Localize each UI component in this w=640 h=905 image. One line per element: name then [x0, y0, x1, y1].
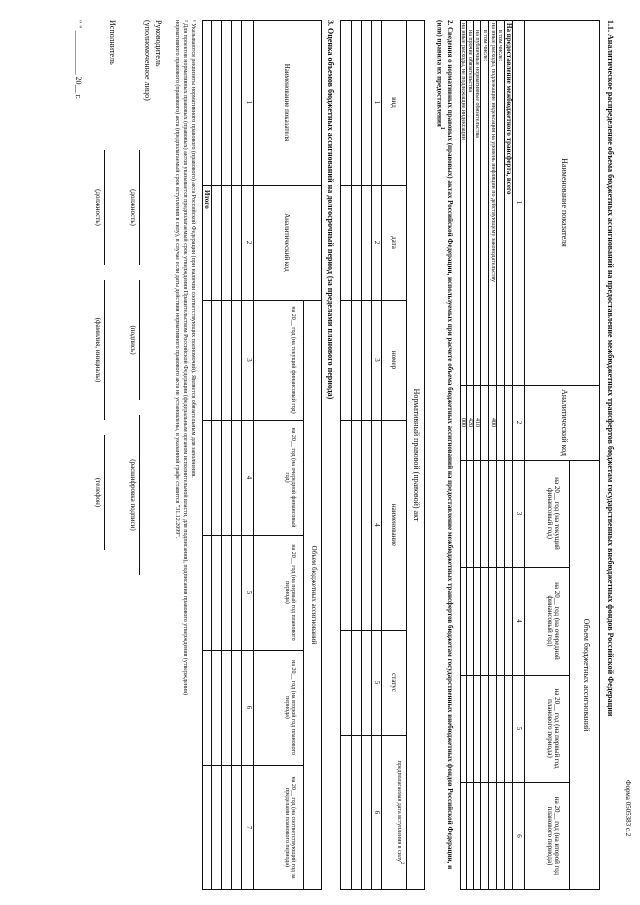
t11-row-incl-2: в том числе:: [482, 30, 488, 62]
t11-period-2: на 20__ год (на очередной финансовый год): [545, 582, 561, 660]
t11-code-000: 000: [460, 418, 466, 427]
sig-head-sub: (уполномоченное лицо): [143, 20, 152, 101]
sig-exec-phone-line[interactable]: [104, 435, 105, 550]
t3-period-1: на 20__ год (на текущий финансовый год): [290, 306, 296, 414]
t3-num-5: 5: [245, 590, 253, 595]
t11-row-total: На предоставление межбюджетного трансферта, всего: [505, 23, 513, 195]
sig-exec-phone-caption: (телефон): [94, 477, 102, 508]
t2-col-number: номер: [390, 350, 398, 370]
t2-num-3: 3: [373, 358, 381, 362]
t2-num-5: 5: [373, 680, 381, 685]
t2-col-effective: предполагаемая дата вступления в силу$^2$: [396, 760, 404, 865]
t2-col-status: статус: [390, 673, 398, 692]
t11-row-indexed: на иные расходы, подлежащие индексации на уровень инфляции по действующему законодательству: [490, 23, 496, 283]
t2-col-date: дата: [390, 236, 398, 249]
t2-num-4: 4: [373, 523, 381, 527]
t11-col-group: Объем бюджетных ассигнований: [582, 618, 591, 732]
t11-period-1: на 20__ год (на текущий финансовый год): [545, 477, 561, 550]
t2-num-2: 2: [373, 240, 381, 245]
sig-head-label: Руководитель: [154, 20, 163, 67]
t11-period-4: на 20__ год (на второй год планового периода): [545, 796, 561, 876]
sig-position-line[interactable]: [139, 150, 140, 265]
table-3: [202, 20, 322, 890]
t3-total-label: Итого: [203, 190, 211, 209]
sig-signature-line[interactable]: [139, 280, 140, 400]
t11-num-4: 4: [515, 619, 523, 623]
t11-period-3: на 20__ год (на первый год планового периода): [545, 688, 561, 769]
form-code: Форма 0505383 с.2: [624, 780, 632, 837]
t2-group: Нормативный правовой (правовой) акт: [412, 388, 421, 522]
t11-row-nonindexed: на иные расходы, не подлежащие индексации: [460, 23, 466, 140]
t3-period-5: на 20__ год (на соответствующий год за пределами планового периода): [283, 776, 296, 879]
t3-col-name: Наименование показателя: [283, 63, 291, 142]
t2-col-kind: вид: [390, 97, 398, 108]
t11-num-6: 6: [515, 834, 523, 838]
t3-num-4: 4: [245, 475, 253, 480]
sig-decode-caption: (расшифровка подписи): [129, 459, 137, 531]
t3-num-7: 7: [245, 825, 253, 830]
t11-col-name: Наименование показателя: [560, 158, 569, 247]
t3-num-3: 3: [245, 358, 253, 362]
sig-position-caption: (должность): [129, 189, 137, 226]
t3-period-2: на 20__ год (на очередной финансовый год): [283, 427, 296, 528]
t3-num-6: 6: [245, 705, 253, 710]
t3-num-1: 1: [245, 100, 253, 105]
t11-num-1: 1: [515, 200, 523, 205]
table-1-1: [460, 20, 600, 890]
t11-col-code: Аналитический код: [560, 389, 569, 456]
t11-code-410: 410: [474, 418, 480, 427]
t3-num-2: 2: [245, 240, 253, 245]
t3-group: Объем бюджетных ассигнований: [310, 545, 318, 645]
t11-row-incl-1: в том числе:: [497, 30, 503, 62]
t2-col-title: наименование: [390, 503, 398, 547]
t11-num-2: 2: [515, 420, 523, 425]
section-3-title: 3. Оценка объемов бюджетных ассигнований на долгосрочный период (за пределами планового периода): [326, 20, 335, 400]
t11-row-public: на публичные нормативные обязательства: [474, 30, 480, 138]
sig-exec-position-line[interactable]: [104, 150, 105, 265]
section-2-title: 2. Сведения о нормативных правовых (правовых) актах Российской Федерации, используемых при расчете объема бюджетных ассигнований на предоставление межбюджетных трансфертов бюджетам государственных внебюджетных фондов Российской Федерации, и (или) правила их предоставления$^1$: [435, 20, 454, 870]
sig-exec-fio-caption: (фамилия, инициалы): [94, 317, 102, 383]
sig-executor-label: Исполнитель: [108, 20, 117, 65]
footnote-3: нормативного правового (правового) акта (предполагаемый срок вступления в силу), в случае если даты действия нормативного правового акта не установлены, в указанной графе ставится "31.12.2099".: [174, 20, 180, 539]
t11-code-420: 420: [467, 418, 473, 427]
sig-exec-fio-line[interactable]: [104, 280, 105, 420]
t11-code-400: 400: [490, 418, 496, 427]
sig-exec-position-caption: (должность): [94, 189, 102, 226]
t11-num-5: 5: [515, 726, 523, 731]
t2-num-6: 6: [373, 810, 381, 815]
t11-row-other: на прочие обязательства: [467, 30, 473, 93]
footnote-2: ² Для проектов нормативных правовых (правовых) актов указывается предполагаемый срок утверждения Правительством Российской Федерации (федеральным органом исполнительной власти, для подписания), подписания правового утверждения (утверждения): [182, 20, 188, 695]
t3-period-4: на 20__ год (на второй год планового периода): [283, 660, 296, 755]
sig-date[interactable]: " " ___________ 20__ г.: [74, 20, 83, 99]
t3-period-3: на 20__ год (на первый год планового периода): [283, 544, 296, 641]
section-1-1-title: 1.1. Аналитическое распределение объема бюджетных ассигнований на предоставление межбюджетных трансфертов бюджетам государственных внебюджетных фондов Российской Федерации: [606, 20, 615, 717]
t3-col-code: Аналитический код: [283, 213, 291, 272]
sig-signature-caption: (подпись): [129, 325, 137, 355]
sig-decode-line[interactable]: [139, 415, 140, 575]
t11-num-3: 3: [515, 511, 523, 516]
t2-num-1: 1: [373, 100, 381, 105]
footnote-1: ¹ Указываются реквизиты нормативного правового (правового) акта Российской Федерации (при наличии соответствующих полномочий). Является обязательным для заполнения.: [190, 20, 196, 478]
